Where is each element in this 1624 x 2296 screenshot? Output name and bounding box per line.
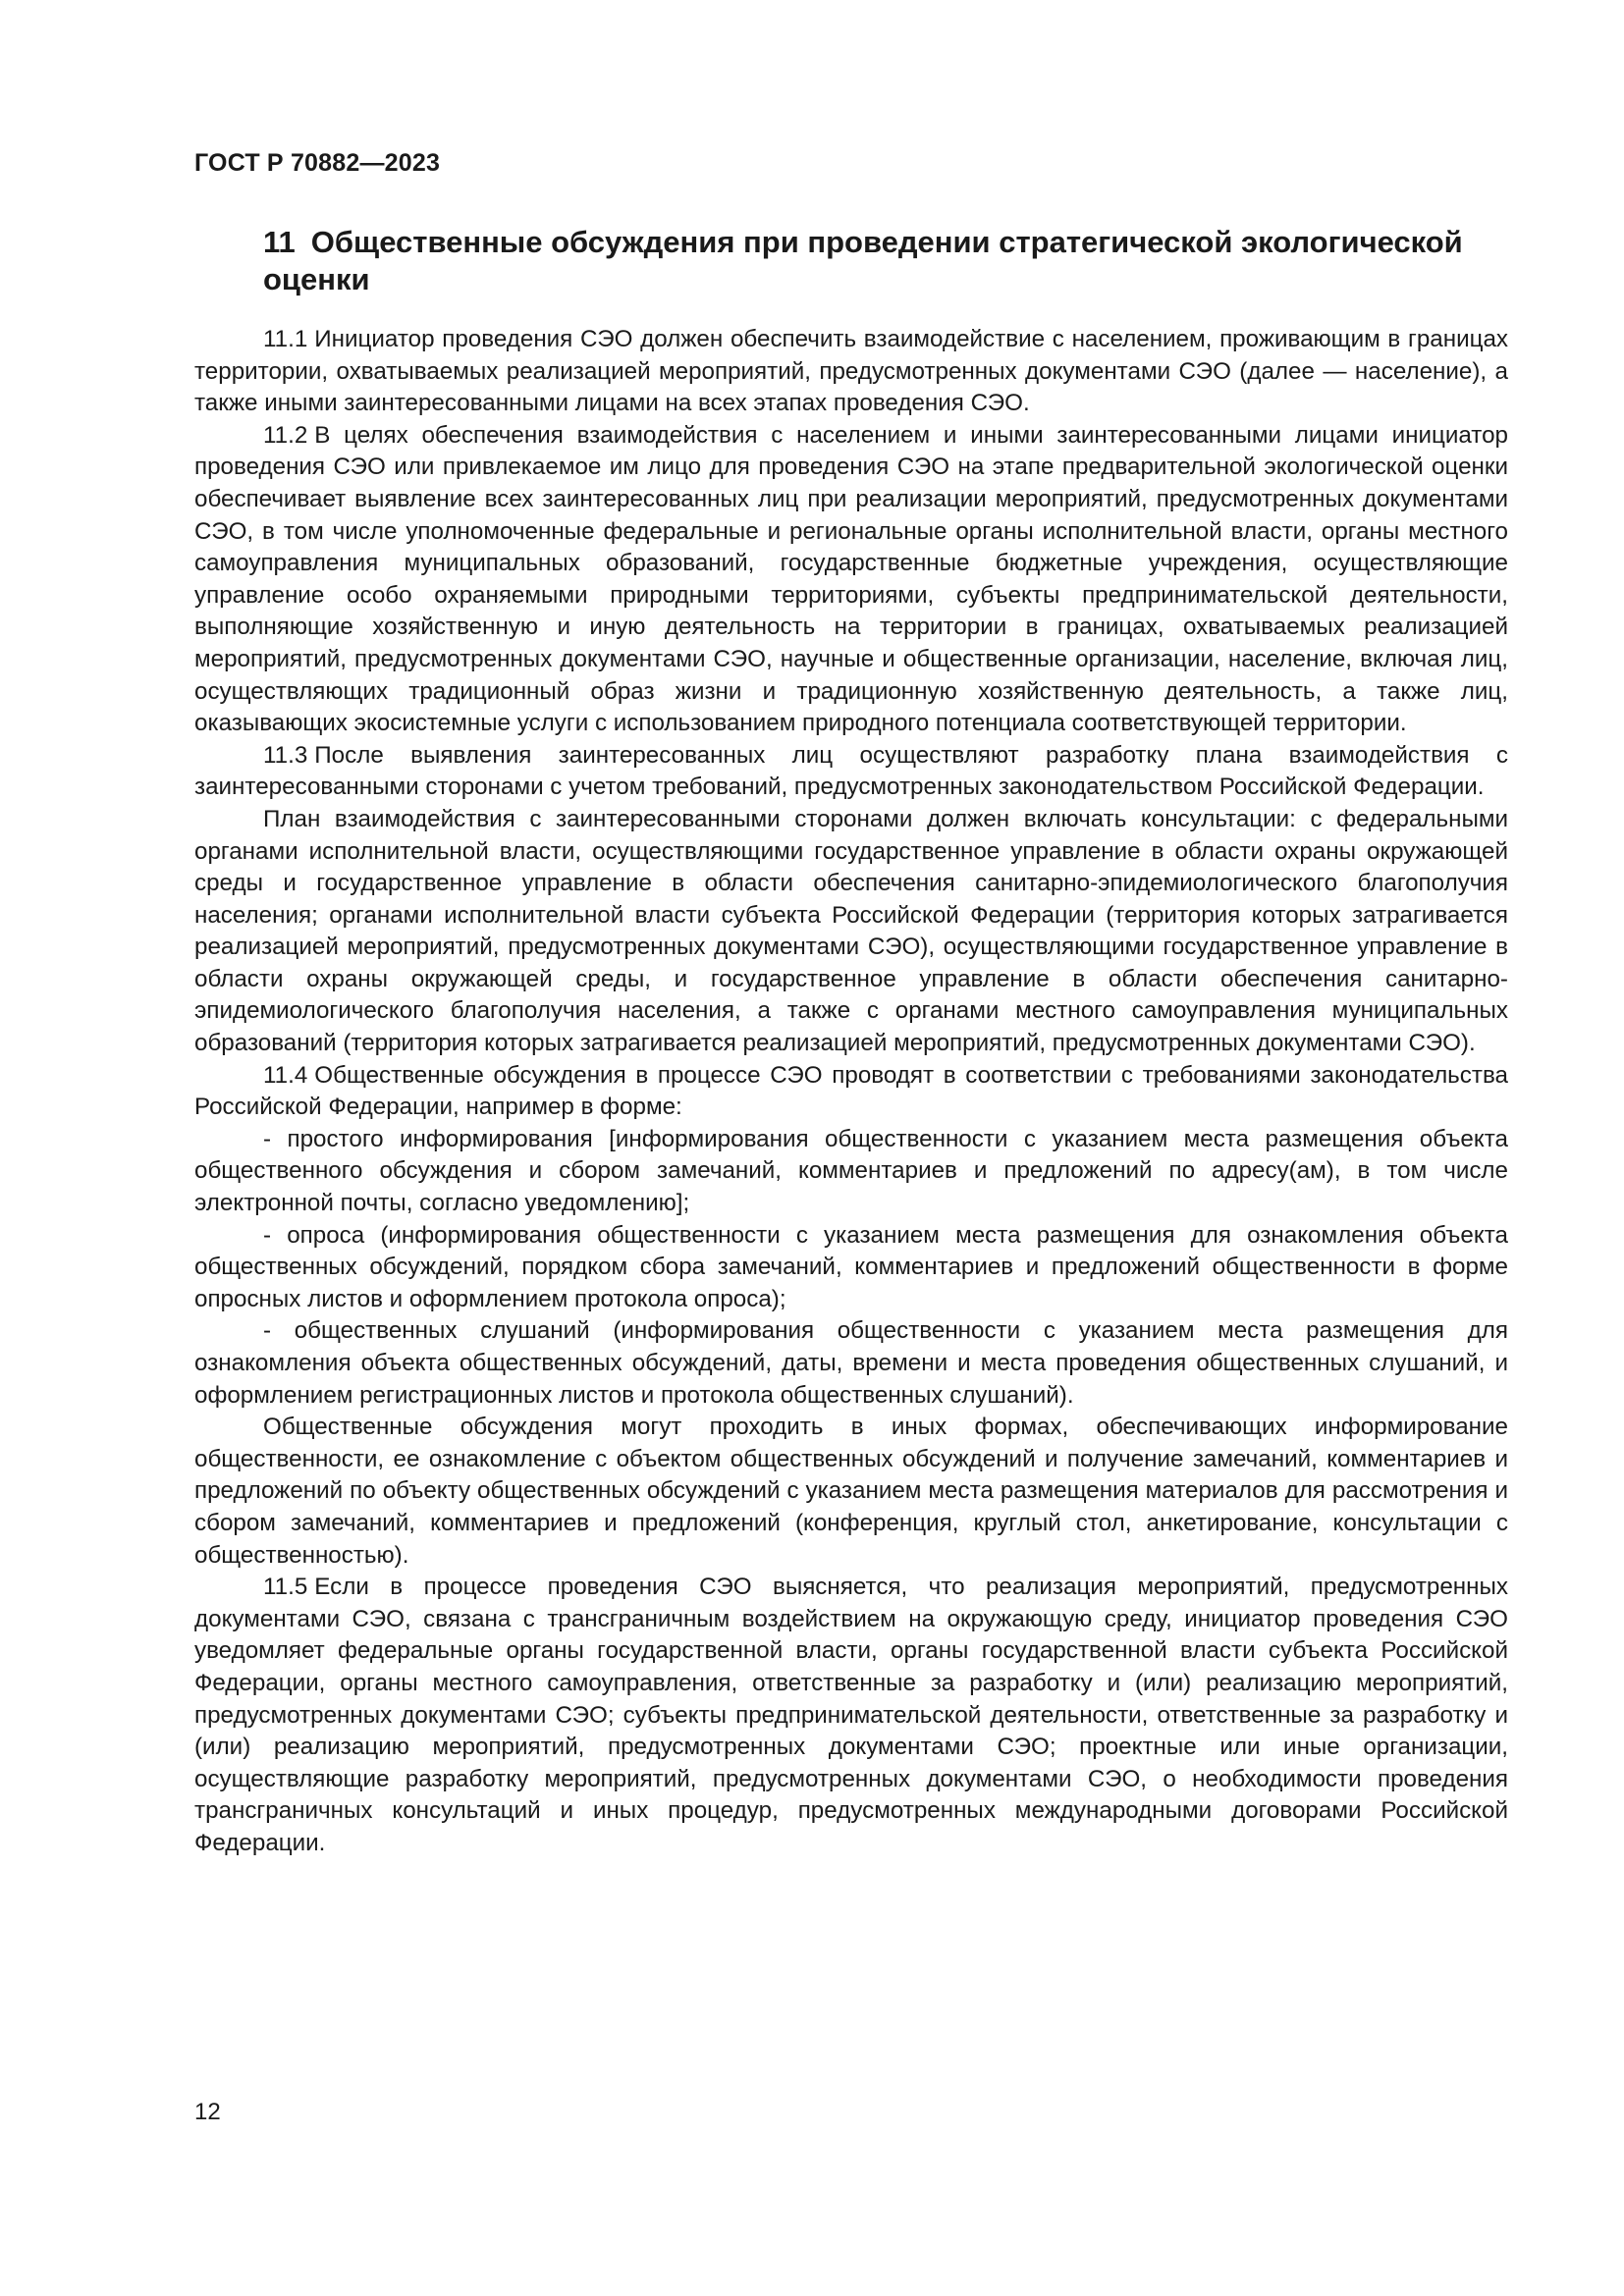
paragraph-11-2 xyxy=(194,420,1508,740)
paragraph-11-3 xyxy=(194,740,1508,804)
document-body xyxy=(194,324,1508,1860)
paragraph-text: Если в процессе проведения СЭО выясняется, что реализация мероприятий, предусмотренных документами СЭО, связана с трансграничным воздействием на окружающую среду, инициатор проведения СЭО уведомляет федеральные органы государственной власти, органы государственной власти субъекта Российской Федерации, органы местного самоуправления, ответственные за разработку и (или) реализацию мероприятий, предусмотренных документами СЭО; субъекты предпринимательской деятельности, ответственные за разработку и (или) реализацию мероприятий, предусмотренных документами СЭО; проектные или иные организации, осуществляющие разработку мероприятий, предусмотренных документами СЭО, о необходимости проведения трансграничных консультаций и иных процедур, предусмотренных международными договорами Российской Федерации. xyxy=(194,1574,1508,1856)
paragraph-11-5 xyxy=(194,1572,1508,1859)
page-number: 12 xyxy=(194,2099,221,2125)
paragraph-number: 11.2 xyxy=(263,421,308,449)
paragraph-11-3-plan xyxy=(194,804,1508,1060)
section-title xyxy=(263,224,1520,298)
paragraph-text: В целях обеспечения взаимодействия с населением и иными заинтересованными лицами инициатор проведения СЭО или привлекаемое им лицо для проведения СЭО на этапе предварительной экологической оценки обеспечивает выявление всех заинтересованных лиц при реализации мероприятий, предусмотренных документами СЭО, в том числе уполномоченные федеральные и региональные органы исполнительной власти, органы местного самоуправления муниципальных образований, государственные бюджетные учреждения, осуществляющие управление особо охраняемыми природными территориями, субъекты предпринимательской деятельности, выполняющие хозяйственную и иную деятельность на территории в границах, охватываемых реализацией мероприятий, предусмотренных документами СЭО, научные и общественные организации, население, включая лиц, осуществляющих традиционный образ жизни и традиционную хозяйственную деятельность, а также лиц, оказывающих экосистемные услуги с использованием природного потенциала соответствующей территории. xyxy=(194,421,1508,737)
list-item-public-hearings: - общественных слушаний (информирования общественности с указанием места размещения для ознакомления объекта общественных обсуждений, даты, времени и места проведения общественных слушаний, и оформлением регистрационных листов и протокола общественных слушаний). xyxy=(194,1317,1508,1409)
paragraph-number: 11.3 xyxy=(263,741,308,769)
list-item-survey: - опроса (информирования общественности с указанием места размещения для ознакомления объекта общественных обсуждений, порядком сбора замечаний, комментариев и предложений общественности в форме опросных листов и оформлением протокола опроса); xyxy=(194,1221,1508,1312)
paragraph-text: Инициатор проведения СЭО должен обеспечить взаимодействие с населением, проживающим в границах территории, охватываемых реализацией мероприятий, предусмотренных документами СЭО (далее — население), а также иными заинтересованными лицами на всех этапах проведения СЭО. xyxy=(194,326,1508,417)
paragraph-11-4-other-forms xyxy=(194,1412,1508,1572)
paragraph-11-4 xyxy=(194,1060,1508,1124)
section-number: 11 xyxy=(263,225,296,259)
paragraph-text: После выявления заинтересованных лиц осуществляют разработку плана взаимодействия с заинтересованными сторонами с учетом требований, предусмотренных законодательством Российской Федерации. xyxy=(194,741,1508,801)
paragraph-number: 11.1 xyxy=(263,326,308,352)
paragraph-text: Общественные обсуждения могут проходить в иных формах, обеспечивающих информирование общественности, ее ознакомление с объектом общественных обсуждений и получение замечаний, комментариев и предложений по объекту общественных обсуждений с указанием места размещения материалов для рассмотрения и сбором замечаний, комментариев и предложений (конференция, круглый стол, анкетирование, консультации с общественностью). xyxy=(194,1414,1508,1569)
paragraph-text: Общественные обсуждения в процессе СЭО проводят в соответствии с требованиями законодательства Российской Федерации, например в форме: xyxy=(194,1061,1508,1121)
document-code: ГОСТ Р 70882—2023 xyxy=(194,149,441,177)
paragraph-11-1 xyxy=(194,324,1508,420)
section-title-text: Общественные обсуждения при проведении стратегической экологической оценки xyxy=(263,225,1463,296)
paragraph-number: 11.5 xyxy=(263,1574,308,1601)
list-item-simple-informing: - простого информирования [информирования общественности с указанием места размещения объекта общественного обсуждения и сбором замечаний, комментариев и предложений по адресу(ам), в том числе электронной почты, согласно уведомлению]; xyxy=(194,1125,1508,1217)
paragraph-number: 11.4 xyxy=(263,1061,308,1089)
paragraph-text: План взаимодействия с заинтересованными сторонами должен включать консультации: с федеральными органами исполнительной власти, осуществляющими государственное управление в области охраны окружающей среды и государственное управление в области обеспечения санитарно-эпидемиологического благополучия населения; органами исполнительной власти субъекта Российской Федерации (территория которых затрагивается реализацией мероприятий, предусмотренных документами СЭО), осуществляющими государственное управление в области охраны окружающей среды, и государственное управление в области обеспечения санитарно-эпидемиологического благополучия населения, а также с органами местного самоуправления муниципальных образований (территория которых затрагивается реализацией мероприятий, предусмотренных документами СЭО). xyxy=(194,805,1508,1057)
